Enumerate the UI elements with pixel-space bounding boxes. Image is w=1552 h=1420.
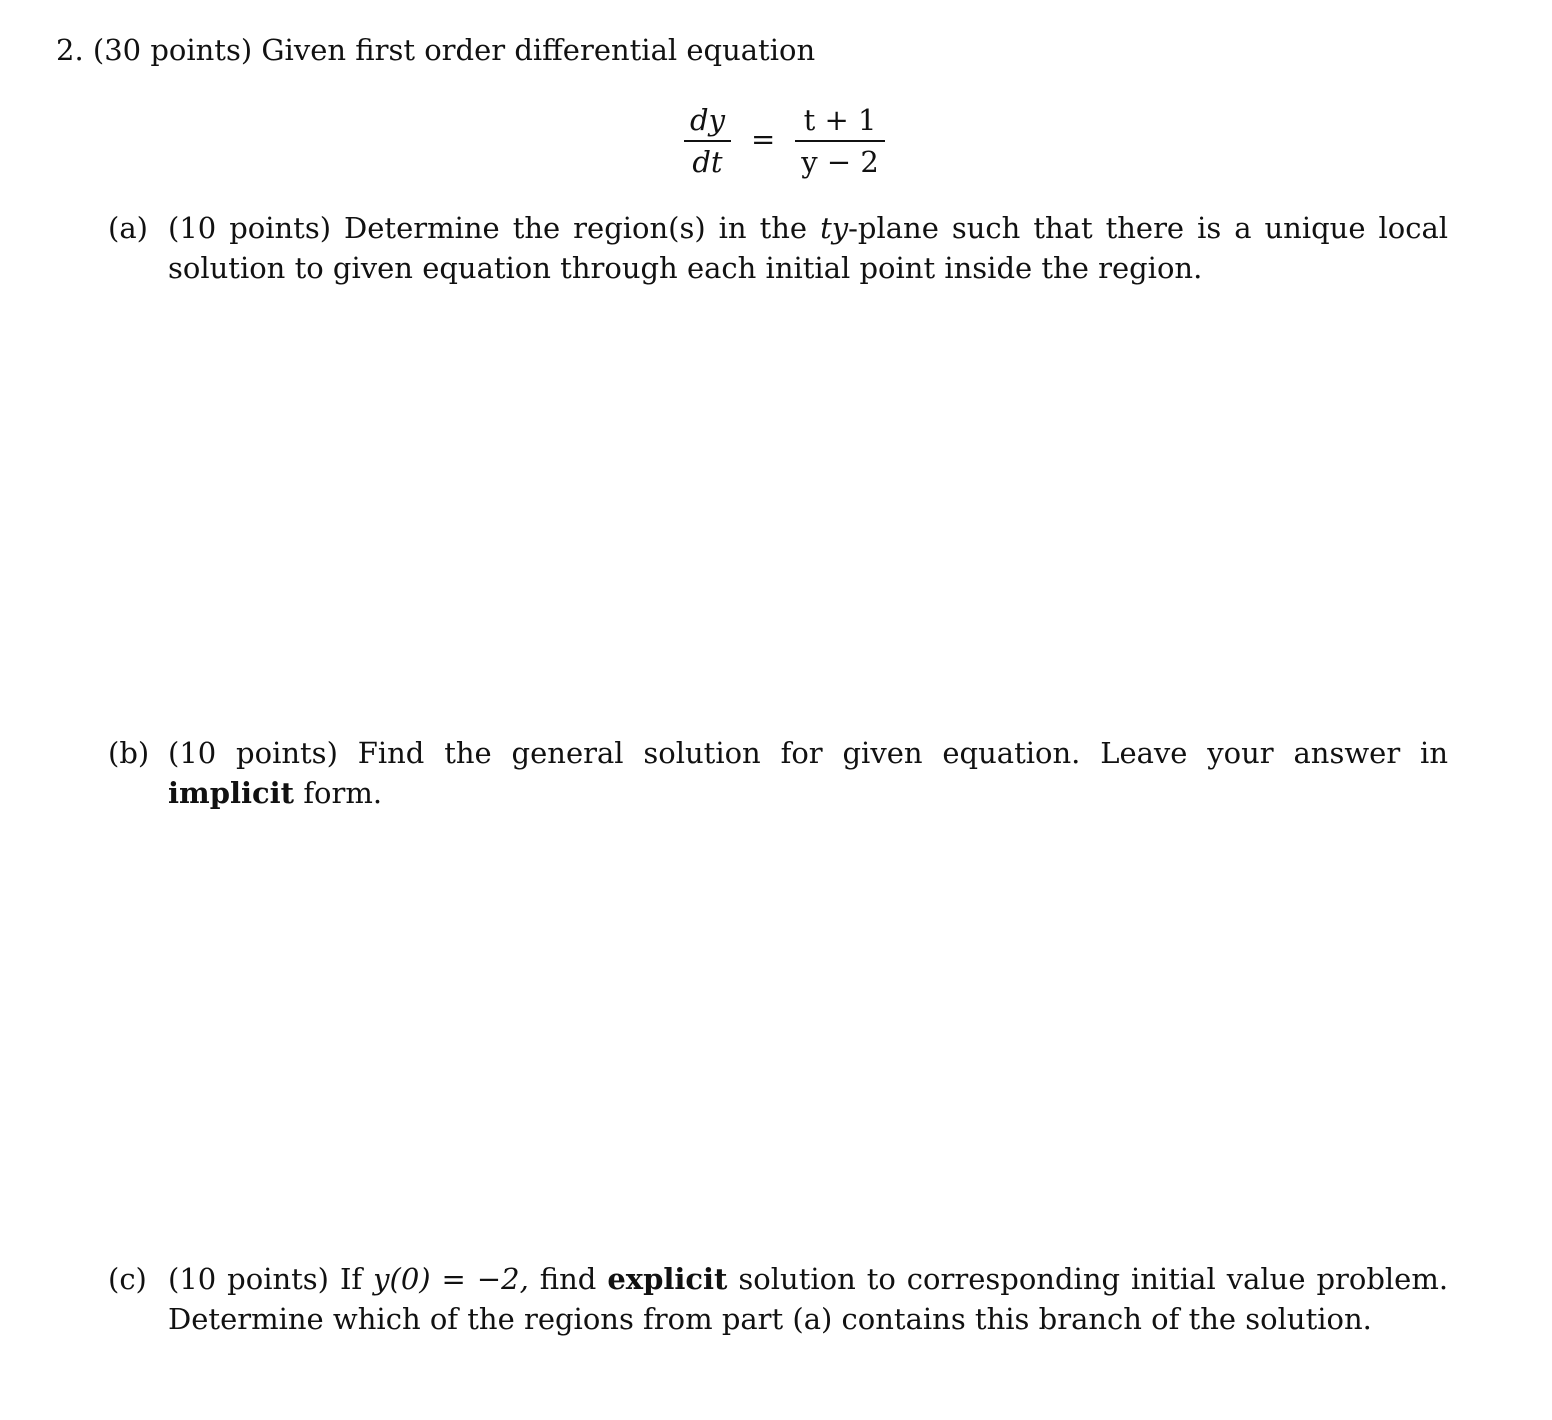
rhs-denominator: y − 2 [801, 144, 879, 179]
part-c [108, 1259, 1448, 1339]
part-a-points: (10 points) [168, 211, 332, 245]
problem-header [56, 30, 815, 70]
part-c-text: (10 points) If y(0) = −2, find explicit solution to corresponding initial value problem. Determine which of the regions from part (a) contains this branch of the solution. [168, 1262, 1449, 1336]
part-a-text: (10 points) Determine the region(s) in the ty-plane such that there is a unique local solution to given equation through each initial point inside the region. [168, 211, 1449, 285]
rhs-fraction-bar [795, 140, 885, 142]
part-c-points: (10 points) [168, 1262, 329, 1296]
initial-condition: y(0) = −2, [373, 1262, 529, 1296]
rhs-numerator: t + 1 [803, 103, 877, 138]
part-a [108, 208, 1448, 288]
implicit-keyword: implicit [168, 776, 295, 810]
problem-points: (30 points) [92, 33, 253, 67]
part-c-label: (c) [108, 1262, 147, 1296]
part-a-label: (a) [108, 211, 148, 245]
lhs-fraction [684, 102, 731, 180]
part-b [108, 733, 1448, 813]
rhs-fraction [795, 102, 885, 180]
problem-number: 2. [56, 33, 84, 67]
ty-plane-variable: ty [820, 211, 849, 245]
part-b-points: (10 points) [168, 736, 338, 770]
lhs-denominator: dt [692, 144, 723, 179]
lhs-numerator: dy [690, 103, 725, 138]
part-b-text: (10 points) Find the general solution for given equation. Leave your answer in implicit form. [168, 736, 1449, 810]
explicit-keyword: explicit [607, 1262, 728, 1296]
part-b-label: (b) [108, 736, 150, 770]
differential-equation [684, 96, 885, 186]
problem-title: Given first order differential equation [261, 33, 816, 67]
lhs-fraction-bar [684, 140, 731, 142]
equals-sign: = [750, 122, 776, 156]
